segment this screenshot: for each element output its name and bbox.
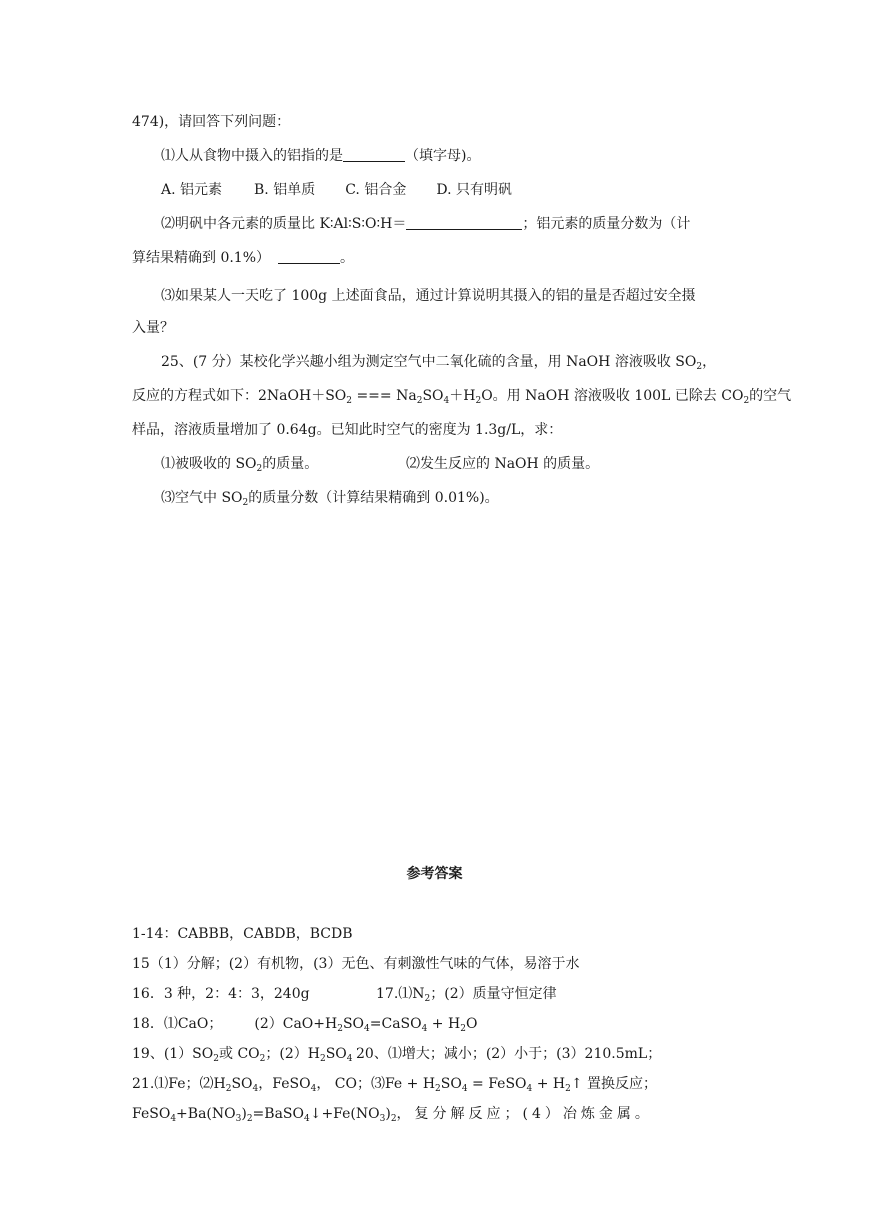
subscript: 2 [319, 1054, 326, 1064]
answer-21-continued [132, 1104, 653, 1124]
q24-part1-suffix: （填字母)。 [405, 148, 481, 164]
subscript: 4 [346, 1054, 353, 1064]
q25-text: 的质量。 [262, 456, 319, 472]
q24-part1 [161, 146, 480, 166]
answer-text: 或 CO [219, 1046, 260, 1062]
q25-text: 的质量分数（计算结果精确到 0.01%)。 [248, 490, 499, 506]
subscript: 4 [303, 1114, 310, 1124]
answer-text: (2）CaO+H [254, 1016, 338, 1032]
subscript: 4 [364, 1024, 370, 1034]
subscript: 2 [460, 1024, 466, 1034]
subscript: 2 [242, 498, 249, 508]
subscript: 4 [526, 1084, 533, 1094]
subscript: 2 [259, 1054, 266, 1064]
subscript: 2 [416, 396, 423, 406]
answer-text: ↑ 置换反应； [570, 1076, 658, 1092]
q24-options [161, 180, 512, 200]
q25-text: O。用 NaOH 溶液吸收 100L 已除去 CO [481, 388, 744, 404]
q24-part2-line2 [132, 248, 354, 268]
subscript: 4 [170, 1114, 177, 1124]
q25-text: SO [422, 388, 444, 404]
q24-part2-prefix: ⑵明矾中各元素的质量比 K∶Al∶S∶O∶H＝ [161, 216, 407, 232]
answer-15: 15（1）分解；(2）有机物，(3）无色、有刺激性气味的气体，易溶于水 [132, 956, 580, 972]
answer-text: + H [427, 1016, 461, 1032]
answer-text: 17.⑴N [376, 986, 425, 1002]
answer-text: ；(2）H [265, 1046, 320, 1062]
subscript: 2 [743, 396, 750, 406]
subscript: 2 [213, 1054, 219, 1064]
answer-20: 20、⑴增大；减小；(2）小于；(3）210.5mL； [356, 1046, 662, 1062]
option-a: A. 铝元素 [161, 182, 223, 198]
answer-text: =BaSO [252, 1106, 304, 1122]
q24-part2-line2-suffix: 。 [340, 250, 355, 266]
answer-text: +Ba(NO [176, 1106, 236, 1122]
q25-text: === Na [352, 388, 417, 404]
q24-part2-line2-prefix: 算结果精确到 0.1%） [132, 250, 271, 266]
answer-text: + H [532, 1076, 566, 1092]
subscript: 3 [379, 1114, 386, 1124]
option-b: B. 铝单质 [254, 182, 316, 198]
subscript: 2 [346, 396, 352, 406]
q24-part2-mid: ；铝元素的质量分数为（计 [522, 216, 691, 232]
answer-text: 19、(1）SO [132, 1046, 214, 1062]
answer-text: SO [440, 1076, 462, 1092]
subscript: 2 [475, 396, 482, 406]
answer-18 [132, 1014, 477, 1034]
q25-subquestion-2: ⑵发生反应的 NaOH 的质量。 [406, 456, 600, 472]
subscript: 4 [252, 1084, 259, 1094]
q24-part3-line1: ⑶如果某人一天吃了 100g 上述面食品，通过计算说明其摄入的铝的量是否超过安全摄 [161, 288, 696, 304]
q24-part3-line2: 入量？ [132, 320, 174, 336]
q24-part1-prefix: ⑴人从食物中摄入的铝指的是 [161, 148, 343, 164]
answer-text: ↓+Fe(NO [309, 1106, 380, 1122]
answer-text: ) [385, 1106, 391, 1122]
q25-line3: 样品，溶液质量增加了 0.64g。已知此时空气的密度为 1.3g/L，求： [132, 422, 563, 438]
answer-text: ， CO；⑶Fe + H [316, 1076, 436, 1092]
answer-text: ，复分解反应；(4）冶炼金属。 [396, 1106, 653, 1122]
option-c: C. 铝合金 [345, 182, 407, 198]
answer-blank[interactable] [343, 147, 405, 162]
subscript: 2 [565, 1084, 571, 1094]
q25-subquestion-3 [161, 488, 499, 508]
answer-21 [132, 1074, 657, 1094]
subscript: 2 [246, 1114, 253, 1124]
subscript: 2 [424, 994, 431, 1004]
answer-17 [376, 984, 557, 1004]
answer-text: 18．⑴CaO； [132, 1016, 223, 1032]
answer-blank[interactable] [406, 215, 522, 230]
q25-subquestion-1 [161, 454, 318, 474]
subscript: 2 [256, 464, 263, 474]
q25-line1 [161, 352, 716, 372]
q25-text: 反应的方程式如下：2NaOH＋SO [132, 388, 347, 404]
answer-text: =CaSO [369, 1016, 422, 1032]
answer-text: = FeSO [467, 1076, 527, 1092]
answer-1-14: 1-14：CABBB，CABDB，BCDB [132, 926, 353, 942]
subscript: 2 [225, 1084, 232, 1094]
answer-text: ；(2）质量守恒定律 [430, 986, 557, 1002]
answer-text: FeSO [132, 1106, 171, 1122]
answer-text: SO [342, 1016, 365, 1032]
subscript: 4 [443, 396, 450, 406]
answer-19 [132, 1044, 353, 1064]
q24-part2-line1 [161, 214, 690, 234]
subscript: 3 [235, 1114, 242, 1124]
answer-text: ) [241, 1106, 247, 1122]
q25-text: ⑴被吸收的 SO [161, 456, 257, 472]
q24-intro-line: 474)，请回答下列问题： [132, 114, 291, 130]
answer-text: ，FeSO [258, 1076, 311, 1092]
answer-text: O [465, 1016, 478, 1032]
q25-text: ＋H [449, 388, 476, 404]
subscript: 4 [421, 1024, 428, 1034]
answer-text: SO [325, 1046, 347, 1062]
subscript: 2 [435, 1084, 441, 1094]
subscript: 4 [310, 1084, 317, 1094]
answer-key-title: 参考答案 [406, 866, 463, 882]
q25-text: 25、(7 分）某校化学兴趣小组为测定空气中二氧化硫的含量，用 NaOH 溶液吸收 SO [161, 354, 697, 370]
q25-text: 的空气 [749, 388, 792, 404]
answer-text: 21.⑴Fe；⑵H [132, 1076, 226, 1092]
answer-blank[interactable] [278, 249, 340, 264]
subscript: 2 [337, 1024, 343, 1034]
subscript: 2 [696, 362, 703, 372]
answer-text: SO [231, 1076, 253, 1092]
q25-text: ， [702, 354, 717, 370]
q25-text: ⑶空气中 SO [161, 490, 243, 506]
subscript: 2 [390, 1114, 397, 1124]
option-d: D. 只有明矾 [436, 182, 512, 198]
q25-line2 [132, 386, 791, 406]
answer-16: 16．3 种，2：4：3，240g [132, 986, 310, 1002]
subscript: 4 [461, 1084, 468, 1094]
